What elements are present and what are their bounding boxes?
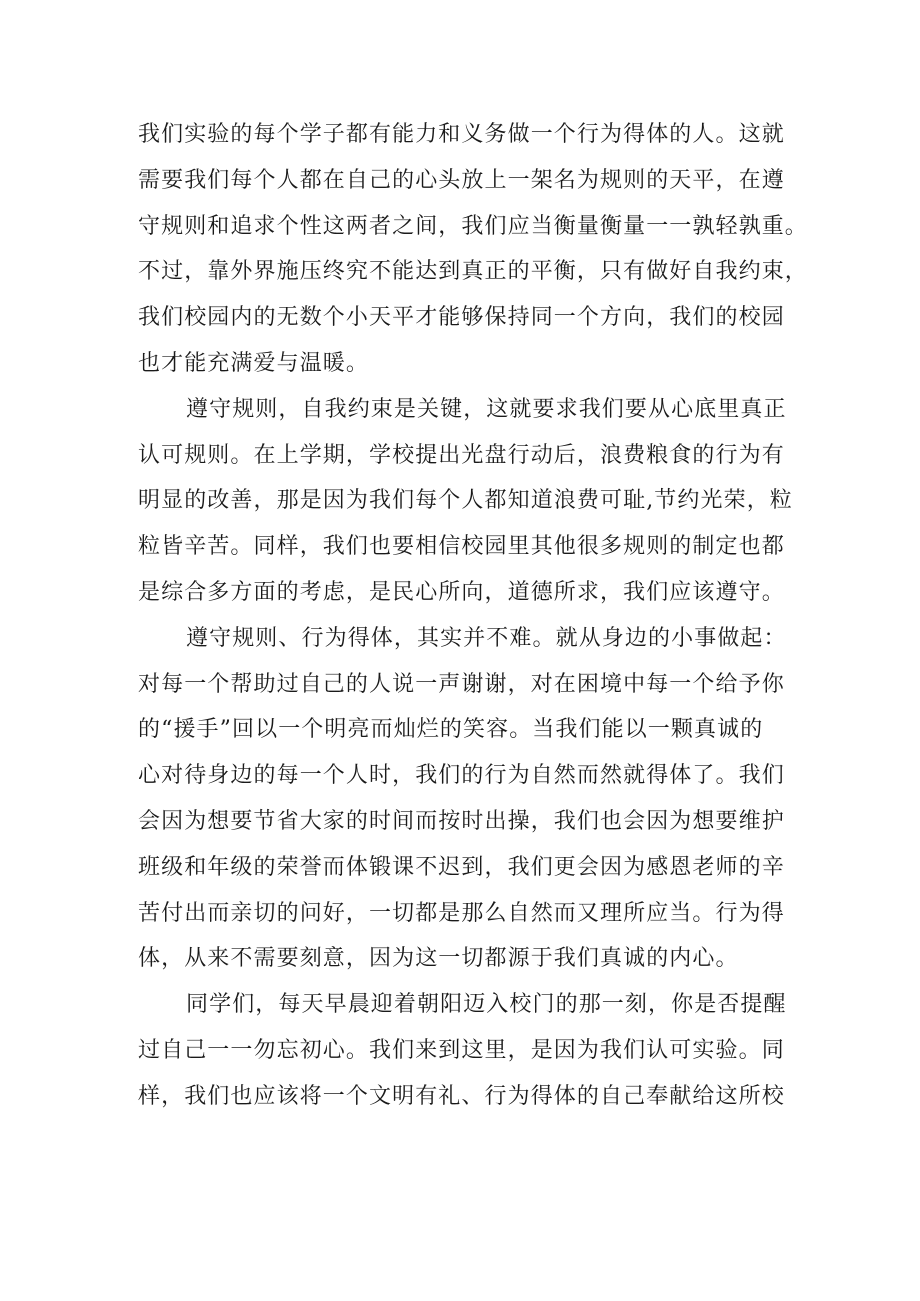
text-line: 过自己一一勿忘初心。我们来到这里，是因为我们认可实验。同 — [138, 1037, 785, 1063]
text-line: 是综合多方面的考虑，是民心所向，道德所求，我们应该遵守。 — [138, 579, 785, 605]
text-line: 苦付出而亲切的问好，一切都是那么自然而又理所应当。行为得 — [138, 900, 785, 926]
text-line: 心对待身边的每一个人时，我们的行为自然而然就得体了。我们 — [138, 763, 785, 789]
text-line: 明显的改善，那是因为我们每个人都知道浪费可耻,节约光荣，粒 — [138, 488, 793, 514]
body-text — [138, 112, 808, 1120]
text-line: 班级和年级的荣誉而体锻课不迟到，我们更会因为感恩老师的辛 — [138, 854, 785, 880]
text-line: 的“援手”回以一个明亮而灿烂的笑容。当我们能以一颗真诚的 — [138, 717, 764, 743]
text-line: 样，我们也应该将一个文明有礼、行为得体的自己奉献给这所校 — [138, 1083, 785, 1109]
text-line: 会因为想要节省大家的时间而按时出操，我们也会因为想要维护 — [138, 808, 785, 834]
text-line: 粒皆辛苦。同样，我们也要相信校园里其他很多规则的制定也都 — [138, 534, 785, 560]
text-line: 不过，靠外界施压终究不能达到真正的平衡，只有做好自我约束， — [138, 259, 808, 285]
text-line: 对每一个帮助过自己的人说一声谢谢，对在困境中每一个给予你 — [138, 671, 785, 697]
paragraph-start-line: 同学们，每天早晨迎着朝阳迈入校门的那一刻，你是否提醒 — [186, 992, 787, 1018]
text-line: 体，从来不需要刻意，因为这一切都源于我们真诚的内心。 — [138, 946, 739, 972]
paragraph-start-line: 遵守规则、行为得体，其实并不难。就从身边的小事做起： — [186, 625, 787, 651]
text-line: 也才能充满爱与温暖。 — [138, 350, 370, 376]
text-line: 守规则和追求个性这两者之间，我们应当衡量衡量一一孰轻孰重。 — [138, 213, 808, 239]
text-line: 我们校园内的无数个小天平才能够保持同一个方向，我们的校园 — [138, 305, 785, 331]
text-line: 需要我们每个人都在自己的心头放上一架名为规则的天平，在遵 — [138, 167, 785, 193]
paragraph-start-line: 遵守规则，自我约束是关键，这就要求我们要从心底里真正 — [186, 396, 787, 422]
text-line: 我们实验的每个学子都有能力和义务做一个行为得体的人。这就 — [138, 122, 785, 147]
text-line: 认可规则。在上学期，学校提出光盘行动后，浪费粮食的行为有 — [138, 442, 785, 468]
